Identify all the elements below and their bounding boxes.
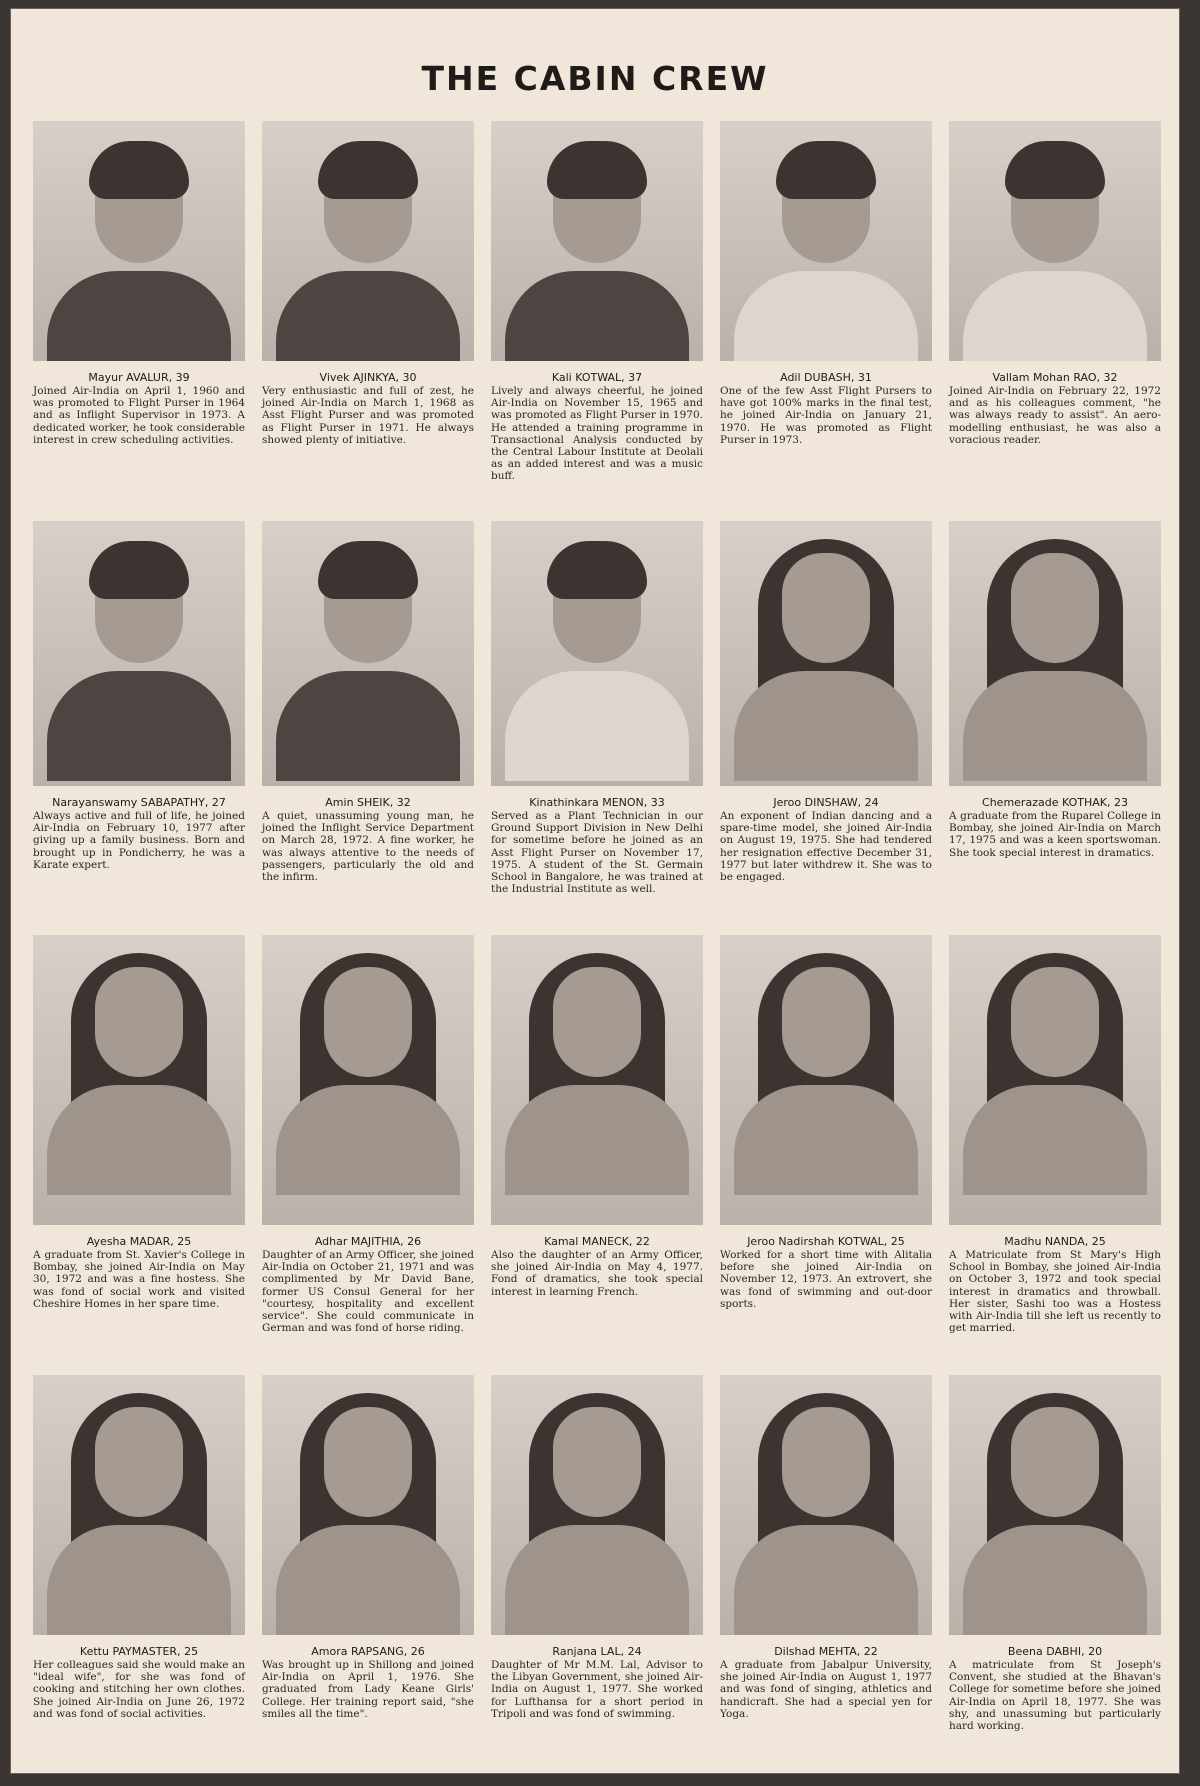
crew-member-name: Kamal MANECK, 22	[544, 1235, 650, 1248]
crew-member-bio: Daughter of an Army Officer, she joined Air-India on October 21, 1971 and was complimented by Mr David Bane, former US Consul General for her "courtesy, hospitality and excellent service". She could communicate in German and was fond of horse riding.	[262, 1249, 474, 1335]
crew-member-bio: Always active and full of life, he joined Air-India on February 10, 1977 after giving up a family business. Born and brought up in Pondicherry, he was a Karate expert.	[33, 810, 245, 871]
crew-member-photo	[949, 521, 1161, 786]
crew-member-card	[949, 121, 1161, 446]
crew-member-card	[491, 521, 703, 895]
crew-member-photo	[949, 121, 1161, 361]
crew-member-name: Kinathinkara MENON, 33	[529, 796, 665, 809]
crew-member-name: Mayur AVALUR, 39	[88, 371, 190, 384]
crew-member-name: Jeroo DINSHAW, 24	[773, 796, 879, 809]
crew-member-card	[33, 121, 245, 446]
crew-member-bio: Joined Air-India on February 22, 1972 and as his colleagues comment, "he was always ready to assist". An aero-modelling enthusiast, he was also a voracious reader.	[949, 385, 1161, 446]
crew-member-photo	[262, 1375, 474, 1635]
crew-member-photo	[33, 121, 245, 361]
crew-member-photo	[491, 121, 703, 361]
crew-member-name: Chemerazade KOTHAK, 23	[982, 796, 1128, 809]
crew-member-bio: A graduate from the Ruparel College in Bombay, she joined Air-India on March 17, 1975 and was a keen sportswoman. She took special interest in dramatics.	[949, 810, 1161, 859]
crew-member-name: Madhu NANDA, 25	[1004, 1235, 1106, 1248]
crew-member-name: Narayanswamy SABAPATHY, 27	[52, 796, 226, 809]
crew-member-photo	[33, 935, 245, 1225]
crew-member-card	[720, 121, 932, 446]
crew-member-bio: A Matriculate from St Mary's High School in Bombay, she joined Air-India on October 3, 1972 and took special interest in dramatics and throwball. Her sister, Sashi too was a Hostess with Air-India till she left us recently to get married.	[949, 1249, 1161, 1335]
crew-member-card	[491, 121, 703, 483]
crew-member-name: Dilshad MEHTA, 22	[774, 1645, 878, 1658]
crew-member-bio: Also the daughter of an Army Officer, she joined Air-India on May 4, 1977. Fond of dramatics, she took special interest in learning French.	[491, 1249, 703, 1298]
crew-member-bio: Joined Air-India on April 1, 1960 and was promoted to Flight Purser in 1964 and as Inflight Supervisor in 1973. A dedicated worker, he took considerable interest in crew scheduling activities.	[33, 385, 245, 446]
crew-member-card	[949, 1375, 1161, 1732]
crew-member-name: Kali KOTWAL, 37	[551, 371, 643, 384]
crew-member-bio: Daughter of Mr M.M. Lal, Advisor to the Libyan Government, she joined Air-India on August 1, 1977. She worked for Lufthansa for a short period in Tripoli and was fond of swimming.	[491, 1659, 703, 1720]
crew-member-bio: A graduate from Jabalpur University, she joined Air-India on August 1, 1977 and was fond of singing, athletics and handicraft. She had a special yen for Yoga.	[720, 1659, 932, 1720]
crew-member-photo	[491, 935, 703, 1225]
crew-member-bio: Very enthusiastic and full of zest, he joined Air-India on March 1, 1968 as Asst Flight Purser and was promoted as Flight Purser in 1971. He always showed plenty of initiative.	[262, 385, 474, 446]
crew-member-name: Amora RAPSANG, 26	[311, 1645, 425, 1658]
crew-member-photo	[720, 935, 932, 1225]
crew-member-card	[720, 1375, 932, 1720]
crew-member-bio: Served as a Plant Technician in our Ground Support Division in New Delhi for sometime before he joined as an Asst Flight Purser on November 17, 1975. A student of the St. Germain School in Bangalore, he was trained at the Industrial Institute as well.	[491, 810, 703, 896]
crew-member-photo	[33, 521, 245, 786]
crew-member-card	[949, 521, 1161, 859]
crew-member-card	[491, 1375, 703, 1720]
crew-member-photo	[262, 121, 474, 361]
crew-member-photo	[491, 1375, 703, 1635]
crew-member-name: Vivek AJINKYA, 30	[319, 371, 417, 384]
crew-member-name: Jeroo Nadirshah KOTWAL, 25	[747, 1235, 905, 1248]
crew-member-bio: Lively and always cheerful, he joined Air-India on November 15, 1965 and was promoted as Flight Purser in 1970. He attended a training programme in Transactional Analysis conducted by the Central Labour Institute at Deolali as an added interest and was a music buff.	[491, 385, 703, 483]
crew-member-card	[720, 935, 932, 1310]
crew-member-bio: Her colleagues said she would make an "ideal wife", for she was fond of cooking and stitching her own clothes. She joined Air-India on June 26, 1972 and was fond of social activities.	[33, 1659, 245, 1720]
crew-member-photo	[720, 121, 932, 361]
crew-member-name: Kettu PAYMASTER, 25	[79, 1645, 199, 1658]
crew-member-name: Ayesha MADAR, 25	[86, 1235, 192, 1248]
crew-member-bio: An exponent of Indian dancing and a spare-time model, she joined Air-India on August 19, 1975. She had tendered her resignation effective December 31, 1977 but later withdrew it. She was to be engaged.	[720, 810, 932, 884]
crew-member-card	[262, 1375, 474, 1720]
crew-member-bio: A matriculate from St Joseph's Convent, she studied at the Bhavan's College for sometime before she joined Air-India on April 18, 1977. She was shy, and unassuming but particularly hard working.	[949, 1659, 1161, 1733]
crew-member-card	[720, 521, 932, 883]
crew-member-name: Adil DUBASH, 31	[780, 371, 872, 384]
crew-member-bio: A quiet, unassuming young man, he joined the Inflight Service Department on March 28, 1972. A fine worker, he was always attentive to the needs of passengers, particularly the old and the infirm.	[262, 810, 474, 884]
page-title: THE CABIN CREW	[421, 59, 769, 98]
crew-member-photo	[262, 521, 474, 786]
crew-member-card	[949, 935, 1161, 1334]
magazine-page	[10, 8, 1180, 1774]
crew-member-name: Ranjana LAL, 24	[552, 1645, 642, 1658]
crew-member-bio: Worked for a short time with Alitalia before she joined Air-India on November 12, 1973. An extrovert, she was fond of swimming and out-door sports.	[720, 1249, 932, 1310]
crew-member-photo	[33, 1375, 245, 1635]
crew-member-card	[491, 935, 703, 1298]
crew-member-name: Adhar MAJITHIA, 26	[314, 1235, 422, 1248]
crew-member-photo	[720, 1375, 932, 1635]
crew-member-photo	[491, 521, 703, 786]
crew-member-photo	[262, 935, 474, 1225]
crew-member-bio: One of the few Asst Flight Pursers to have got 100% marks in the final test, he joined Air-India on January 21, 1970. He was promoted as Flight Purser in 1973.	[720, 385, 932, 446]
crew-member-card	[33, 521, 245, 871]
crew-member-bio: A graduate from St. Xavier's College in Bombay, she joined Air-India on May 30, 1972 and was a fine hostess. She was fond of social work and visited Cheshire Homes in her spare time.	[33, 1249, 245, 1310]
crew-member-photo	[949, 1375, 1161, 1635]
crew-member-name: Beena DABHI, 20	[1007, 1645, 1103, 1658]
crew-member-card	[262, 935, 474, 1334]
crew-member-name: Amin SHEIK, 32	[325, 796, 411, 809]
crew-member-card	[262, 121, 474, 446]
crew-member-photo	[720, 521, 932, 786]
crew-member-photo	[949, 935, 1161, 1225]
crew-member-bio: Was brought up in Shillong and joined Air-India on April 1, 1976. She graduated from Lady Keane Girls' College. Her training report said, "she smiles all the time".	[262, 1659, 474, 1720]
crew-member-card	[33, 935, 245, 1310]
crew-member-card	[33, 1375, 245, 1720]
crew-member-card	[262, 521, 474, 883]
crew-member-name: Vallam Mohan RAO, 32	[992, 371, 1118, 384]
